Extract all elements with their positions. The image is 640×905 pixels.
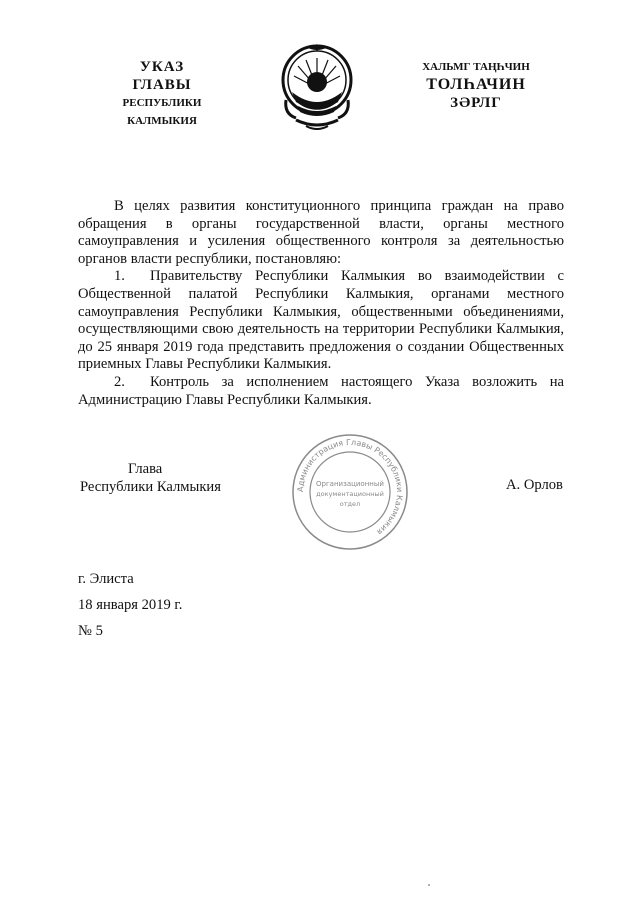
header-left	[92, 58, 232, 130]
document-footer	[78, 566, 182, 644]
city: г. Элиста	[78, 571, 134, 587]
decree-org: РЕСПУБЛИКИ КАЛМЫКИЯ	[122, 97, 202, 127]
signatory-title-line1: Глава	[128, 461, 163, 477]
item-2-number: 2.	[114, 373, 125, 390]
kalmykia-emblem-icon	[278, 36, 356, 136]
item-2	[78, 374, 564, 409]
signatory-title	[80, 460, 240, 496]
item-1	[78, 268, 564, 374]
decree-subtitle: ГЛАВЫ	[132, 77, 192, 93]
stamp-center-line1: Организационный	[316, 480, 384, 488]
document-number: № 5	[78, 623, 103, 639]
header-right	[412, 58, 540, 112]
kalmyk-line3: ЗӘРЛГ	[450, 95, 502, 111]
decree-body	[78, 198, 564, 409]
kalmyk-line1: ХАЛЬМГ ТАҢҺЧИН	[422, 61, 530, 73]
item-1-text: Правительству Республики Калмыкия во взаимодействии с Общественной палатой Республики Калмыкия, органами местного самоуправления Республики Калмыкия, общественными объединениями, осуществляющими свою деятельность на территории Республики Калмыкия, до 25 января 2019 года представить предложения о создании Общественных приемных Главы Республики Калмыкия.	[78, 268, 564, 373]
stamp-center-line3: отдел	[339, 500, 361, 508]
item-2-text: Контроль за исполнением настоящего Указа возложить на Администрацию Главы Республики Калмыкия.	[78, 373, 564, 408]
stamp-ring-text: Администрация Главы Республики Калмыкия	[295, 437, 405, 537]
signatory-name: А. Орлов	[506, 477, 563, 493]
official-stamp-icon	[290, 432, 410, 552]
signatory-title-line2: Республики Калмыкия	[80, 479, 221, 495]
decree-title: УКАЗ	[139, 59, 185, 75]
document-date: 18 января 2019 г.	[78, 597, 183, 613]
stamp-center-line2: документационный	[316, 490, 384, 498]
scan-speck	[428, 884, 430, 886]
item-1-number: 1.	[114, 268, 125, 285]
kalmyk-line2: ТОЛҺАЧИН	[426, 76, 526, 93]
preamble: В целях развития конституционного принципа граждан на право обращения в органы государственной власти, органы местного самоуправления и усиления общественного контроля за деятельностью органов власти республики, постановляю:	[78, 198, 564, 267]
